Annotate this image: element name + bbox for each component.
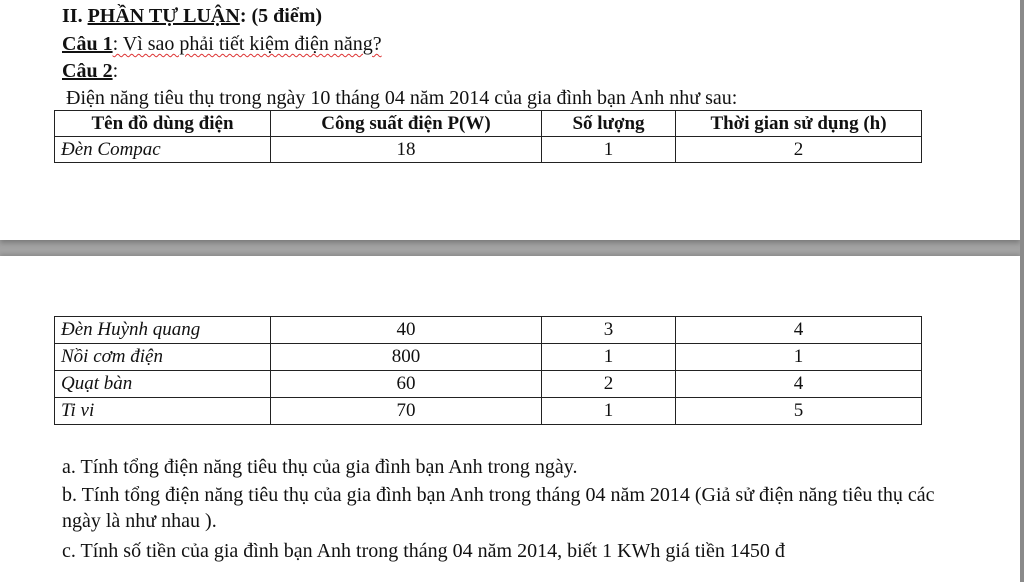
question-1-text: : Vì sao phải tiết kiệm điện năng?: [112, 33, 382, 55]
table-row: [55, 371, 922, 398]
cell-quantity: 3: [542, 317, 676, 344]
cell-appliance-name: Đèn Huỳnh quang: [55, 317, 271, 344]
task-a: a. Tính tổng điện năng tiêu thụ của gia đình bạn Anh trong ngày.: [62, 456, 578, 478]
header-appliance-name: Tên đồ dùng điện: [55, 111, 271, 137]
cell-quantity: 1: [542, 398, 676, 425]
cell-power: 800: [271, 344, 542, 371]
cell-appliance-name: Ti vi: [55, 398, 271, 425]
appliance-table-part-2: [54, 316, 922, 425]
table-header-row: [55, 111, 922, 137]
question-2-intro: Điện năng tiêu thụ trong ngày 10 tháng 04 năm 2014 của gia đình bạn Anh như sau:: [66, 87, 738, 109]
section-heading: [62, 4, 322, 28]
question-1: [62, 32, 382, 56]
heading-title: PHẦN TỰ LUẬN: [87, 5, 240, 27]
cell-power: 40: [271, 317, 542, 344]
cell-appliance-name: Nồi cơm điện: [55, 344, 271, 371]
table-row: [55, 398, 922, 425]
header-quantity: Số lượng: [542, 111, 676, 137]
cell-appliance-name: Quạt bàn: [55, 371, 271, 398]
appliance-table-part-1: [54, 110, 922, 163]
heading-points: : (5 điểm): [239, 5, 323, 27]
question-2-label: Câu 2: [62, 60, 113, 82]
cell-appliance-name: Đèn Compac: [55, 137, 271, 163]
table-row: [55, 344, 922, 371]
header-power: Công suất điện P(W): [271, 111, 542, 137]
cell-usage-time: 1: [676, 344, 922, 371]
cell-power: 70: [271, 398, 542, 425]
document-page-2: [0, 256, 1020, 582]
cell-usage-time: 4: [676, 371, 922, 398]
cell-power: 60: [271, 371, 542, 398]
cell-usage-time: 2: [676, 137, 922, 163]
cell-quantity: 1: [542, 137, 676, 163]
task-c: c. Tính số tiền của gia đình bạn Anh trong tháng 04 năm 2014, biết 1 KWh giá tiền 1450 đ: [62, 540, 785, 562]
question-2: [62, 59, 118, 83]
task-b: b. Tính tổng điện năng tiêu thụ của gia đình bạn Anh trong tháng 04 năm 2014 (Giả sử điện năng tiêu thụ các ngày là như nhau ).: [62, 484, 935, 532]
document-page-1: [0, 0, 1020, 240]
cell-usage-time: 4: [676, 317, 922, 344]
cell-power: 18: [271, 137, 542, 163]
cell-usage-time: 5: [676, 398, 922, 425]
question-2-colon: :: [112, 60, 119, 82]
question-1-label: Câu 1: [62, 33, 113, 55]
cell-quantity: 2: [542, 371, 676, 398]
header-usage-time: Thời gian sử dụng (h): [676, 111, 922, 137]
scrollbar-edge: [1020, 0, 1024, 582]
heading-number: II.: [62, 5, 88, 27]
table-row: [55, 317, 922, 344]
table-row: [55, 137, 922, 163]
cell-quantity: 1: [542, 344, 676, 371]
